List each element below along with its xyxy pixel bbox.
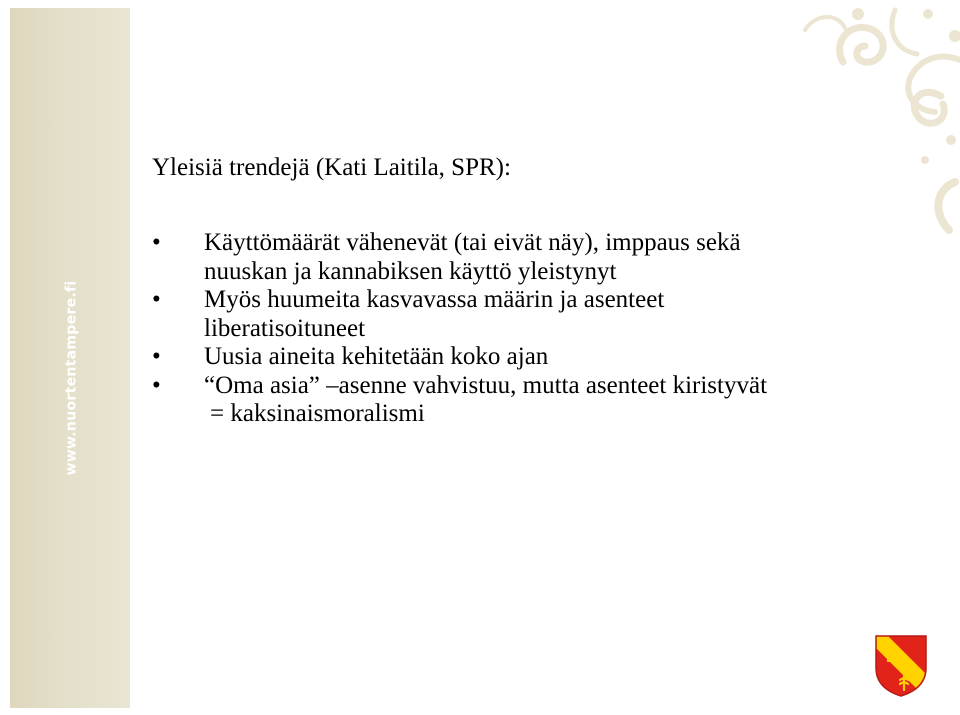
bullet-item-3 bbox=[152, 343, 767, 372]
bullet-item-2-line-2: liberatisoituneet bbox=[204, 314, 366, 342]
slide-title: Yleisiä trendejä (Kati Laitila, SPR): bbox=[152, 154, 511, 181]
bullet-item-3-line-1: Uusia aineita kehitetään koko ajan bbox=[204, 343, 549, 370]
bullet-item-2-line-1: Myös huumeita kasvavassa määrin ja asenteet bbox=[204, 286, 665, 313]
swirl-decoration-icon bbox=[745, 0, 960, 250]
bullet-item-4-line-1: “Oma asia” –asenne vahvistuu, mutta asenteet kiristyvät bbox=[204, 371, 768, 399]
bullet-item-2 bbox=[152, 286, 767, 343]
bullet-item-4-line-2: = kaksinaismoralismi bbox=[210, 400, 425, 427]
website-url-label bbox=[58, 280, 84, 476]
bullet-item-1-line-2: nuuskan ja kannabiksen käyttö yleistynyt bbox=[204, 257, 617, 285]
bullet-item-4 bbox=[152, 372, 767, 429]
website-url-text: www.nuortentampere.fi bbox=[63, 280, 79, 476]
bullet-point-icon: • bbox=[152, 286, 161, 313]
bullet-point-icon: • bbox=[152, 229, 161, 256]
bullet-item-1-line-1: Käyttömäärät vähenevät (tai eivät näy), imppaus sekä bbox=[204, 229, 741, 256]
tampere-coat-of-arms-icon bbox=[874, 634, 928, 698]
bullet-point-icon: • bbox=[152, 343, 161, 370]
bullet-point-icon: • bbox=[152, 371, 161, 399]
bullet-list bbox=[152, 229, 767, 429]
bullet-item-1 bbox=[152, 229, 767, 286]
